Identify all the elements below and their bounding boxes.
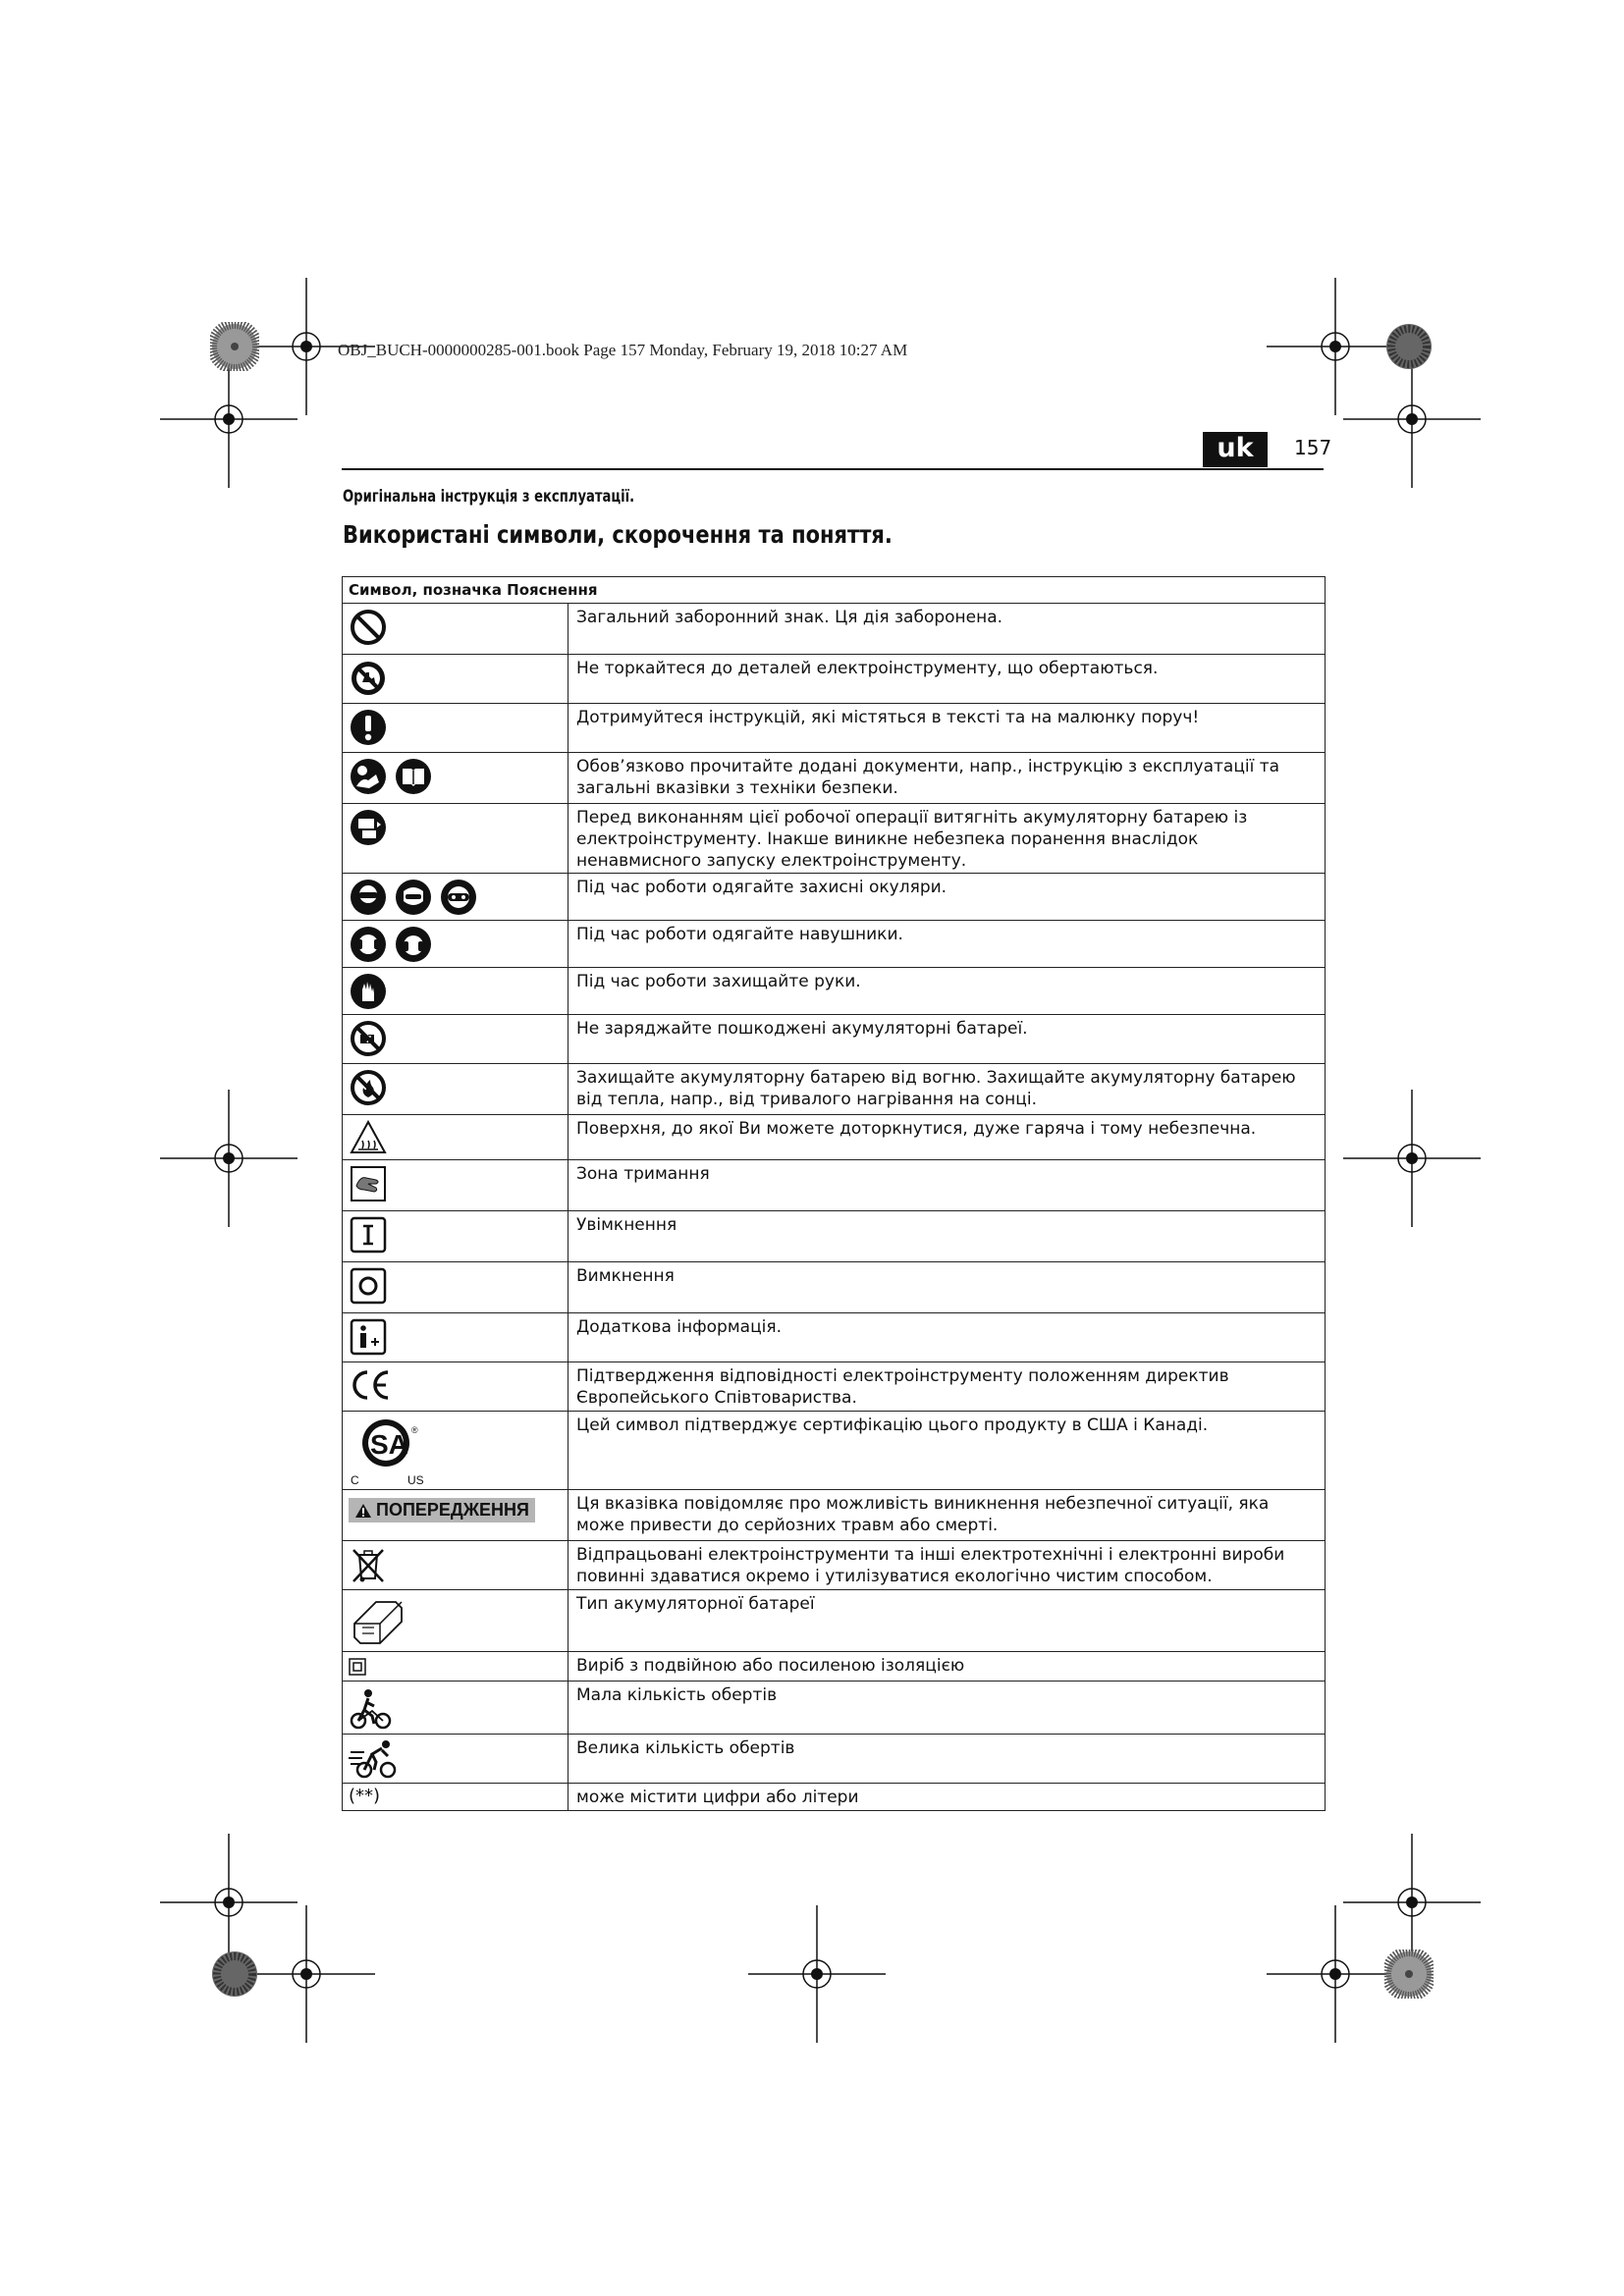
symbol-cell — [343, 874, 568, 921]
registration-mark-bottom-right — [1267, 1905, 1404, 2043]
no-charge-damaged-icon — [349, 1019, 388, 1058]
symbol-cell — [343, 1652, 568, 1682]
svg-text:US: US — [407, 1473, 424, 1486]
document-subtitle: Оригінальна інструкція з експлуатації. — [343, 487, 635, 507]
table-row — [343, 704, 1326, 753]
table-row — [343, 804, 1326, 874]
explanation-cell: Обов’язково прочитайте додані документи, напр., інструкцію з експлуатації та загальні вказівки з техніки безпеки. — [568, 753, 1326, 804]
symbol-cell — [343, 704, 568, 753]
registration-mark-upper-right — [1343, 350, 1481, 488]
table-row — [343, 921, 1326, 968]
explanation-cell: Велика кількість обертів — [568, 1735, 1326, 1784]
registration-mark-bottom-center — [748, 1905, 886, 2043]
explanation-cell: Тип акумуляторної батареї — [568, 1590, 1326, 1652]
book-file-info: OBJ_BUCH-0000000285-001.book Page 157 Monday, February 19, 2018 10:27 AM — [338, 341, 908, 359]
explanation-cell: Під час роботи одягайте навушники. — [568, 921, 1326, 968]
symbol-cell: (**) — [343, 1784, 568, 1811]
explanation-cell: Не торкайтеся до деталей електроінструменту, що обертаються. — [568, 655, 1326, 704]
table-header: Символ, позначка Пояснення — [343, 577, 1326, 604]
symbol-cell — [343, 604, 568, 655]
no-touch-rotating-icon — [349, 659, 388, 698]
switch-on-icon — [349, 1215, 388, 1255]
explanation-cell: Додаткова інформація. — [568, 1313, 1326, 1362]
eye-protection-icon — [349, 878, 388, 917]
warning-label-text: ПОПЕРЕДЖЕННЯ — [376, 1500, 529, 1520]
language-badge: uk — [1203, 432, 1268, 467]
grip-zone-icon — [349, 1164, 388, 1203]
explanation-cell: Під час роботи захищайте руки. — [568, 968, 1326, 1015]
table-row — [343, 655, 1326, 704]
remove-battery-icon — [349, 808, 388, 847]
symbol-cell — [343, 1211, 568, 1262]
symbol-cell — [343, 1313, 568, 1362]
symbol-cell — [343, 804, 568, 874]
symbol-cell — [343, 753, 568, 804]
prohibition-icon — [349, 608, 388, 647]
symbol-cell — [343, 1682, 568, 1735]
explanation-cell: Ця вказівка повідомляє про можливість виникнення небезпечної ситуації, яка може привести до серйозних травм або смерті. — [568, 1490, 1326, 1541]
page-number: 157 — [1294, 436, 1332, 459]
symbol-cell — [343, 921, 568, 968]
explanation-cell: Цей символ підтверджує сертифікацію цього продукту в США і Канаді. — [568, 1412, 1326, 1490]
ce-mark-icon — [349, 1366, 394, 1404]
explanation-cell: Виріб з подвійною або посиленою ізоляцією — [568, 1652, 1326, 1682]
symbol-cell — [343, 1490, 568, 1541]
section-heading: Використані символи, скорочення та поняття. — [343, 520, 893, 549]
explanation-cell: Зона тримання — [568, 1160, 1326, 1211]
explanation-cell: Поверхня, до якої Ви можете доторкнутися, дуже гаряча і тому небезпечна. — [568, 1115, 1326, 1160]
read-manual-person-icon — [349, 757, 388, 796]
explanation-cell: Мала кількість обертів — [568, 1682, 1326, 1735]
exclamation-icon — [349, 708, 388, 747]
rosette-mark-top-right — [1384, 322, 1434, 371]
symbol-cell — [343, 655, 568, 704]
svg-text:®: ® — [411, 1425, 418, 1435]
goggles-icon — [439, 878, 478, 917]
explanation-cell: Увімкнення — [568, 1211, 1326, 1262]
table-row — [343, 1313, 1326, 1362]
table-row — [343, 1652, 1326, 1682]
table-row — [343, 1362, 1326, 1412]
table-row — [343, 1735, 1326, 1784]
explanation-cell: може містити цифри або літери — [568, 1784, 1326, 1811]
symbol-cell — [343, 1590, 568, 1652]
table-row — [343, 1784, 1326, 1811]
explanation-cell: Дотримуйтеся інструкцій, які містяться в тексті та на малюнку поруч! — [568, 704, 1326, 753]
warning-label — [349, 1498, 535, 1522]
table-row — [343, 1412, 1326, 1490]
hot-surface-icon — [349, 1119, 388, 1156]
table-row — [343, 968, 1326, 1015]
explanation-cell: Захищайте акумуляторну батарею від вогню. Захищайте акумуляторну батарею від тепла, напр., від тривалого нагрівання на сонці. — [568, 1064, 1326, 1115]
explanation-cell: Не заряджайте пошкоджені акумуляторні батареї. — [568, 1015, 1326, 1064]
table-row — [343, 1682, 1326, 1735]
symbol-cell — [343, 1160, 568, 1211]
table-row — [343, 1490, 1326, 1541]
table-row — [343, 874, 1326, 921]
table-row — [343, 1115, 1326, 1160]
rosette-mark-top-left — [210, 322, 259, 371]
table-row — [343, 604, 1326, 655]
explanation-cell: Перед виконанням цієї робочої операції витягніть акумуляторну батарею із електроінструменту. Інакше виникне небезпека поранення внаслідок ненавмисного запуску електроінструменту. — [568, 804, 1326, 874]
symbol-cell — [343, 1541, 568, 1590]
low-speed-icon — [349, 1685, 394, 1731]
csa-us-icon — [349, 1415, 437, 1486]
symbols-table — [342, 576, 1326, 1811]
symbol-cell — [343, 1735, 568, 1784]
info-icon — [349, 1317, 388, 1357]
table-row — [343, 753, 1326, 804]
symbol-cell — [343, 968, 568, 1015]
table-row — [343, 1262, 1326, 1313]
explanation-cell: Вимкнення — [568, 1262, 1326, 1313]
explanation-cell: Відпрацьовані електроінструменти та інші електротехнічні і електронні вироби повинні здаватися окремо і утилізуватися екологічно чистим способом. — [568, 1541, 1326, 1590]
switch-off-icon — [349, 1266, 388, 1306]
rosette-mark-bottom-left — [210, 1949, 259, 1999]
headphones-icon — [394, 925, 433, 964]
registration-mark-upper-left — [160, 350, 298, 488]
warning-triangle-icon — [354, 1503, 372, 1519]
no-fire-icon — [349, 1068, 388, 1107]
double-insulation-icon — [349, 1658, 366, 1676]
table-row — [343, 1160, 1326, 1211]
table-header-row — [343, 577, 1326, 604]
face-shield-icon — [394, 878, 433, 917]
symbol-cell — [343, 1362, 568, 1412]
table-row — [343, 1064, 1326, 1115]
rosette-mark-bottom-right — [1384, 1949, 1434, 1999]
registration-mark-middle-right — [1343, 1090, 1481, 1227]
symbol-cell — [343, 1115, 568, 1160]
symbol-cell — [343, 1064, 568, 1115]
weee-bin-icon — [349, 1545, 388, 1584]
svg-text:SA: SA — [370, 1429, 408, 1460]
symbol-cell — [343, 1262, 568, 1313]
explanation-cell: Підтвердження відповідності електроінструменту положенням директив Європейського Співтовариства. — [568, 1362, 1326, 1412]
high-speed-icon — [349, 1738, 400, 1780]
symbol-cell — [343, 1015, 568, 1064]
read-manual-book-icon — [394, 757, 433, 796]
hand-protection-icon — [349, 972, 388, 1011]
explanation-cell: Загальний заборонний знак. Ця дія заборонена. — [568, 604, 1326, 655]
table-row — [343, 1015, 1326, 1064]
registration-mark-middle-left — [160, 1090, 298, 1227]
ear-protection-icon — [349, 925, 388, 964]
svg-text:C: C — [351, 1473, 359, 1486]
battery-type-icon — [349, 1594, 406, 1647]
table-row — [343, 1590, 1326, 1652]
explanation-cell: Під час роботи одягайте захисні окуляри. — [568, 874, 1326, 921]
table-row — [343, 1541, 1326, 1590]
table-row — [343, 1211, 1326, 1262]
header-divider — [342, 468, 1324, 470]
symbol-cell — [343, 1412, 568, 1490]
